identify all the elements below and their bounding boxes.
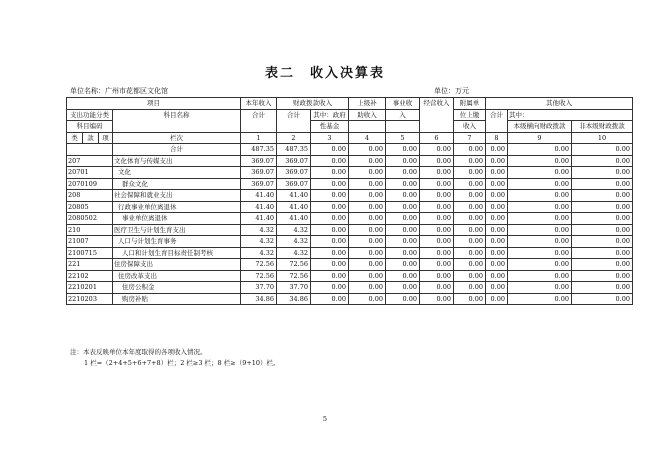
total-label: 合计 — [113, 144, 241, 156]
cell-value: 0.00 — [572, 270, 633, 282]
table-body — [67, 144, 633, 305]
cell-value: 0.00 — [572, 144, 633, 156]
cell-value: 0.00 — [349, 236, 386, 248]
cell-value: 0.00 — [454, 144, 486, 156]
cell-value: 369.07 — [241, 178, 277, 190]
cell-value: 0.00 — [349, 167, 386, 179]
row-code: 20805 — [67, 201, 113, 213]
cell-value: 0.00 — [486, 247, 508, 259]
cell-value: 0.00 — [486, 190, 508, 202]
cell-value: 0.00 — [420, 178, 454, 190]
col-num: 10 — [572, 132, 633, 144]
cell-value: 0.00 — [454, 282, 486, 294]
row-code: 2210201 — [67, 282, 113, 294]
cell-value: 0.00 — [508, 282, 572, 294]
cell-value: 0.00 — [349, 201, 386, 213]
row-name: 医疗卫生与计划生育支出 — [113, 224, 241, 236]
total-row — [67, 144, 633, 156]
header-subject-name: 科目名称 — [113, 109, 241, 132]
cell-value: 0.00 — [386, 224, 420, 236]
table-row — [67, 270, 633, 282]
row-code: 207 — [67, 155, 113, 167]
header-operating: 经营收入 — [420, 98, 454, 133]
cell-value: 0.00 — [311, 190, 349, 202]
col-num: 9 — [508, 132, 572, 144]
cell-value: 0.00 — [311, 236, 349, 248]
cell-value: 0.00 — [420, 190, 454, 202]
header-other: 其他收入 — [486, 98, 633, 110]
cell-value: 0.00 — [508, 144, 572, 156]
col-num: 6 — [420, 132, 454, 144]
cell-value: 0.00 — [420, 282, 454, 294]
cell-value: 72.56 — [241, 259, 277, 271]
cell-value: 0.00 — [311, 293, 349, 305]
cell-value: 0.00 — [486, 224, 508, 236]
cell-value: 0.00 — [420, 213, 454, 225]
row-name: 行政事业单位离退休 — [113, 201, 241, 213]
table-row — [67, 236, 633, 248]
page-number: 5 — [322, 415, 328, 423]
header-affiliate-2: 位上缴 — [454, 109, 486, 121]
table-row — [67, 224, 633, 236]
header-func-code-2: 科目编码 — [67, 121, 113, 133]
cell-value: 0.00 — [420, 201, 454, 213]
cell-value: 0.00 — [349, 155, 386, 167]
row-code: 2210203 — [67, 293, 113, 305]
cell-value: 0.00 — [486, 201, 508, 213]
cell-value: 0.00 — [454, 167, 486, 179]
cell-value: 0.00 — [572, 247, 633, 259]
header-business-2: 入 — [386, 109, 420, 121]
cell-value: 41.40 — [241, 213, 277, 225]
cell-value: 0.00 — [508, 293, 572, 305]
page-title: 表二 收入决算表 — [264, 66, 385, 81]
header-fiscal-gov-1: 其中：政府 — [311, 109, 349, 121]
cell-value: 0.00 — [349, 190, 386, 202]
cell-value: 0.00 — [486, 282, 508, 294]
col-num: 5 — [386, 132, 420, 144]
row-name: 购房补贴 — [113, 293, 241, 305]
row-code: 2070109 — [67, 178, 113, 190]
cell-value: 487.35 — [241, 144, 277, 156]
cell-value: 0.00 — [508, 201, 572, 213]
cell-value: 0.00 — [572, 293, 633, 305]
table-row — [67, 213, 633, 225]
row-code: 208 — [67, 190, 113, 202]
header-fiscal-total: 合计 — [277, 109, 311, 132]
header-other-total: 合计 — [486, 109, 508, 132]
cell-value: 4.32 — [241, 224, 277, 236]
cell-value: 0.00 — [420, 236, 454, 248]
cell-value: 0.00 — [349, 213, 386, 225]
row-code: 22102 — [67, 270, 113, 282]
cell-value: 0.00 — [420, 167, 454, 179]
cell-value: 0.00 — [508, 247, 572, 259]
cell-value: 0.00 — [386, 293, 420, 305]
cell-value: 0.00 — [454, 190, 486, 202]
row-name: 住房改革支出 — [113, 270, 241, 282]
cell-value: 0.00 — [486, 167, 508, 179]
cell-value: 41.40 — [241, 201, 277, 213]
row-name: 社会保障和就业支出 — [113, 190, 241, 202]
cell-value: 0.00 — [486, 155, 508, 167]
cell-value: 0.00 — [349, 259, 386, 271]
cell-value: 0.00 — [311, 259, 349, 271]
note-line-2: 1 栏=（2+4+5+6+7+8）栏；2 栏≥3 栏；8 栏≥（9+10）栏。 — [84, 359, 280, 367]
cell-value: 0.00 — [508, 167, 572, 179]
cell-value: 0.00 — [311, 224, 349, 236]
cell-value: 37.70 — [277, 282, 311, 294]
header-upper-1: 上级补 — [349, 98, 386, 110]
cell-value: 0.00 — [454, 293, 486, 305]
cell-value: 0.00 — [508, 178, 572, 190]
header-fiscal-gov-2: 性基金 — [311, 121, 349, 133]
cell-value: 0.00 — [311, 270, 349, 282]
header-item: 项目 — [67, 98, 241, 110]
header-fiscal: 财政拨款收入 — [277, 98, 349, 110]
header-total-income-2: 合计 — [241, 109, 277, 132]
col-num: 8 — [486, 132, 508, 144]
notes — [70, 347, 280, 369]
cell-value: 0.00 — [486, 259, 508, 271]
cell-value: 0.00 — [572, 190, 633, 202]
cell-value: 0.00 — [454, 270, 486, 282]
cell-value: 0.00 — [572, 201, 633, 213]
cell-value: 369.07 — [241, 167, 277, 179]
table-row — [67, 190, 633, 202]
cell-value: 0.00 — [349, 178, 386, 190]
header-business-1: 事业收 — [386, 98, 420, 110]
cell-value: 0.00 — [386, 259, 420, 271]
cell-value: 4.32 — [277, 247, 311, 259]
header-row-1 — [67, 98, 633, 110]
unit-label: 单位：万元 — [434, 87, 469, 95]
cell-value: 0.00 — [486, 178, 508, 190]
cell-value: 4.32 — [241, 247, 277, 259]
cell-value: 0.00 — [454, 155, 486, 167]
cell-value: 0.00 — [386, 167, 420, 179]
cell-value: 0.00 — [349, 270, 386, 282]
cell-value: 0.00 — [486, 270, 508, 282]
cell-value: 0.00 — [508, 236, 572, 248]
cell-value: 0.00 — [349, 247, 386, 259]
header-row-2 — [67, 109, 633, 121]
cell-value: 0.00 — [454, 178, 486, 190]
col-num: 2 — [277, 132, 311, 144]
cell-value: 0.00 — [486, 293, 508, 305]
cell-value: 0.00 — [420, 224, 454, 236]
cell-value: 72.56 — [277, 270, 311, 282]
row-name: 人口与计划生育事务 — [113, 236, 241, 248]
cell-value: 0.00 — [386, 282, 420, 294]
col-num: 7 — [454, 132, 486, 144]
cell-value: 0.00 — [572, 224, 633, 236]
cell-value: 0.00 — [311, 282, 349, 294]
cell-value: 0.00 — [454, 213, 486, 225]
table-row — [67, 178, 633, 190]
cell-value: 0.00 — [454, 201, 486, 213]
header-lei: 类 — [67, 132, 83, 144]
cell-value: 0.00 — [386, 201, 420, 213]
header-kuan: 款 — [83, 132, 99, 144]
cell-value: 0.00 — [349, 224, 386, 236]
cell-value: 0.00 — [572, 259, 633, 271]
cell-value: 0.00 — [508, 190, 572, 202]
cell-value: 0.00 — [386, 178, 420, 190]
row-name: 文化 — [113, 167, 241, 179]
header-col-index: 栏次 — [113, 132, 241, 144]
header-affiliate-1: 附属单 — [454, 98, 486, 110]
row-code: 21007 — [67, 236, 113, 248]
cell-value: 0.00 — [420, 247, 454, 259]
cell-value: 369.07 — [277, 155, 311, 167]
cell-value: 72.56 — [241, 270, 277, 282]
cell-value: 37.70 — [241, 282, 277, 294]
cell-value: 0.00 — [311, 167, 349, 179]
cell-value: 4.32 — [241, 236, 277, 248]
col-num: 3 — [311, 132, 349, 144]
cell-value: 0.00 — [349, 144, 386, 156]
row-code: 2080502 — [67, 213, 113, 225]
row-name: 事业单位离退休 — [113, 213, 241, 225]
cell-value: 4.32 — [277, 236, 311, 248]
cell-value: 0.00 — [454, 236, 486, 248]
header-total-income-1: 本年收入 — [241, 98, 277, 110]
row-name: 住房保障支出 — [113, 259, 241, 271]
header-other-of: 其中： — [508, 109, 633, 121]
row-code: 2100715 — [67, 247, 113, 259]
cell-value: 0.00 — [311, 144, 349, 156]
cell-value: 0.00 — [386, 144, 420, 156]
cell-value: 34.86 — [241, 293, 277, 305]
header-other-nonlevel: 非本级财政拨款 — [572, 121, 633, 133]
cell-value: 0.00 — [349, 293, 386, 305]
income-table — [66, 97, 633, 305]
header-upper-2: 助收入 — [349, 109, 386, 121]
cell-value: 0.00 — [420, 270, 454, 282]
table-row — [67, 259, 633, 271]
cell-value: 0.00 — [311, 155, 349, 167]
cell-value: 0.00 — [572, 236, 633, 248]
cell-value: 0.00 — [508, 155, 572, 167]
col-num: 4 — [349, 132, 386, 144]
cell-value: 0.00 — [311, 213, 349, 225]
cell-value: 0.00 — [572, 213, 633, 225]
cell-value: 0.00 — [311, 201, 349, 213]
cell-value: 0.00 — [454, 247, 486, 259]
cell-value: 0.00 — [420, 144, 454, 156]
cell-value: 0.00 — [349, 282, 386, 294]
cell-value: 0.00 — [486, 236, 508, 248]
cell-value: 369.07 — [277, 178, 311, 190]
cell-value: 41.40 — [241, 190, 277, 202]
cell-value: 0.00 — [311, 178, 349, 190]
header-other-horiz: 本级横向财政拨款 — [508, 121, 572, 133]
cell-value: 0.00 — [386, 236, 420, 248]
cell-value: 0.00 — [486, 213, 508, 225]
cell-value: 0.00 — [386, 270, 420, 282]
cell-value: 0.00 — [508, 213, 572, 225]
cell-value: 0.00 — [386, 213, 420, 225]
cell-value: 4.32 — [277, 224, 311, 236]
row-code: 20701 — [67, 167, 113, 179]
header-row-4 — [67, 132, 633, 144]
cell-value: 41.40 — [277, 190, 311, 202]
cell-value: 41.40 — [277, 201, 311, 213]
cell-value: 0.00 — [572, 282, 633, 294]
table-row — [67, 247, 633, 259]
cell-value: 0.00 — [420, 293, 454, 305]
cell-value: 0.00 — [486, 144, 508, 156]
cell-value: 0.00 — [508, 224, 572, 236]
row-code: 210 — [67, 224, 113, 236]
table-row — [67, 293, 633, 305]
header-affiliate-3: 收入 — [454, 121, 486, 133]
row-code: 221 — [67, 259, 113, 271]
header-xiang: 项 — [99, 132, 113, 144]
row-name: 住房公积金 — [113, 282, 241, 294]
table-row — [67, 167, 633, 179]
cell-value: 0.00 — [508, 259, 572, 271]
cell-value: 72.56 — [277, 259, 311, 271]
cell-value: 34.86 — [277, 293, 311, 305]
row-name: 群众文化 — [113, 178, 241, 190]
table-row — [67, 201, 633, 213]
header-func-code-1: 支出功能分类 — [67, 109, 113, 121]
cell-value: 0.00 — [454, 259, 486, 271]
table-row — [67, 155, 633, 167]
row-name: 文化体育与传媒支出 — [113, 155, 241, 167]
cell-value: 487.35 — [277, 144, 311, 156]
cell-value: 369.07 — [277, 167, 311, 179]
cell-value: 369.07 — [241, 155, 277, 167]
cell-value: 0.00 — [386, 190, 420, 202]
cell-value: 0.00 — [572, 167, 633, 179]
cell-value: 0.00 — [572, 178, 633, 190]
cell-value: 0.00 — [420, 259, 454, 271]
cell-value: 0.00 — [454, 224, 486, 236]
cell-value: 0.00 — [386, 155, 420, 167]
unit-name: 单位名称：广州市花都区文化馆 — [70, 87, 168, 95]
cell-value: 41.40 — [277, 213, 311, 225]
row-name: 人口和计划生育目标责任制考核 — [113, 247, 241, 259]
note-line-1: 注：本表反映单位本年度取得的各项收入情况。 — [70, 348, 207, 356]
table-row — [67, 282, 633, 294]
cell-value: 0.00 — [386, 247, 420, 259]
cell-value: 0.00 — [311, 247, 349, 259]
col-num: 1 — [241, 132, 277, 144]
cell-value: 0.00 — [508, 270, 572, 282]
cell-value: 0.00 — [420, 155, 454, 167]
cell-value: 0.00 — [572, 155, 633, 167]
